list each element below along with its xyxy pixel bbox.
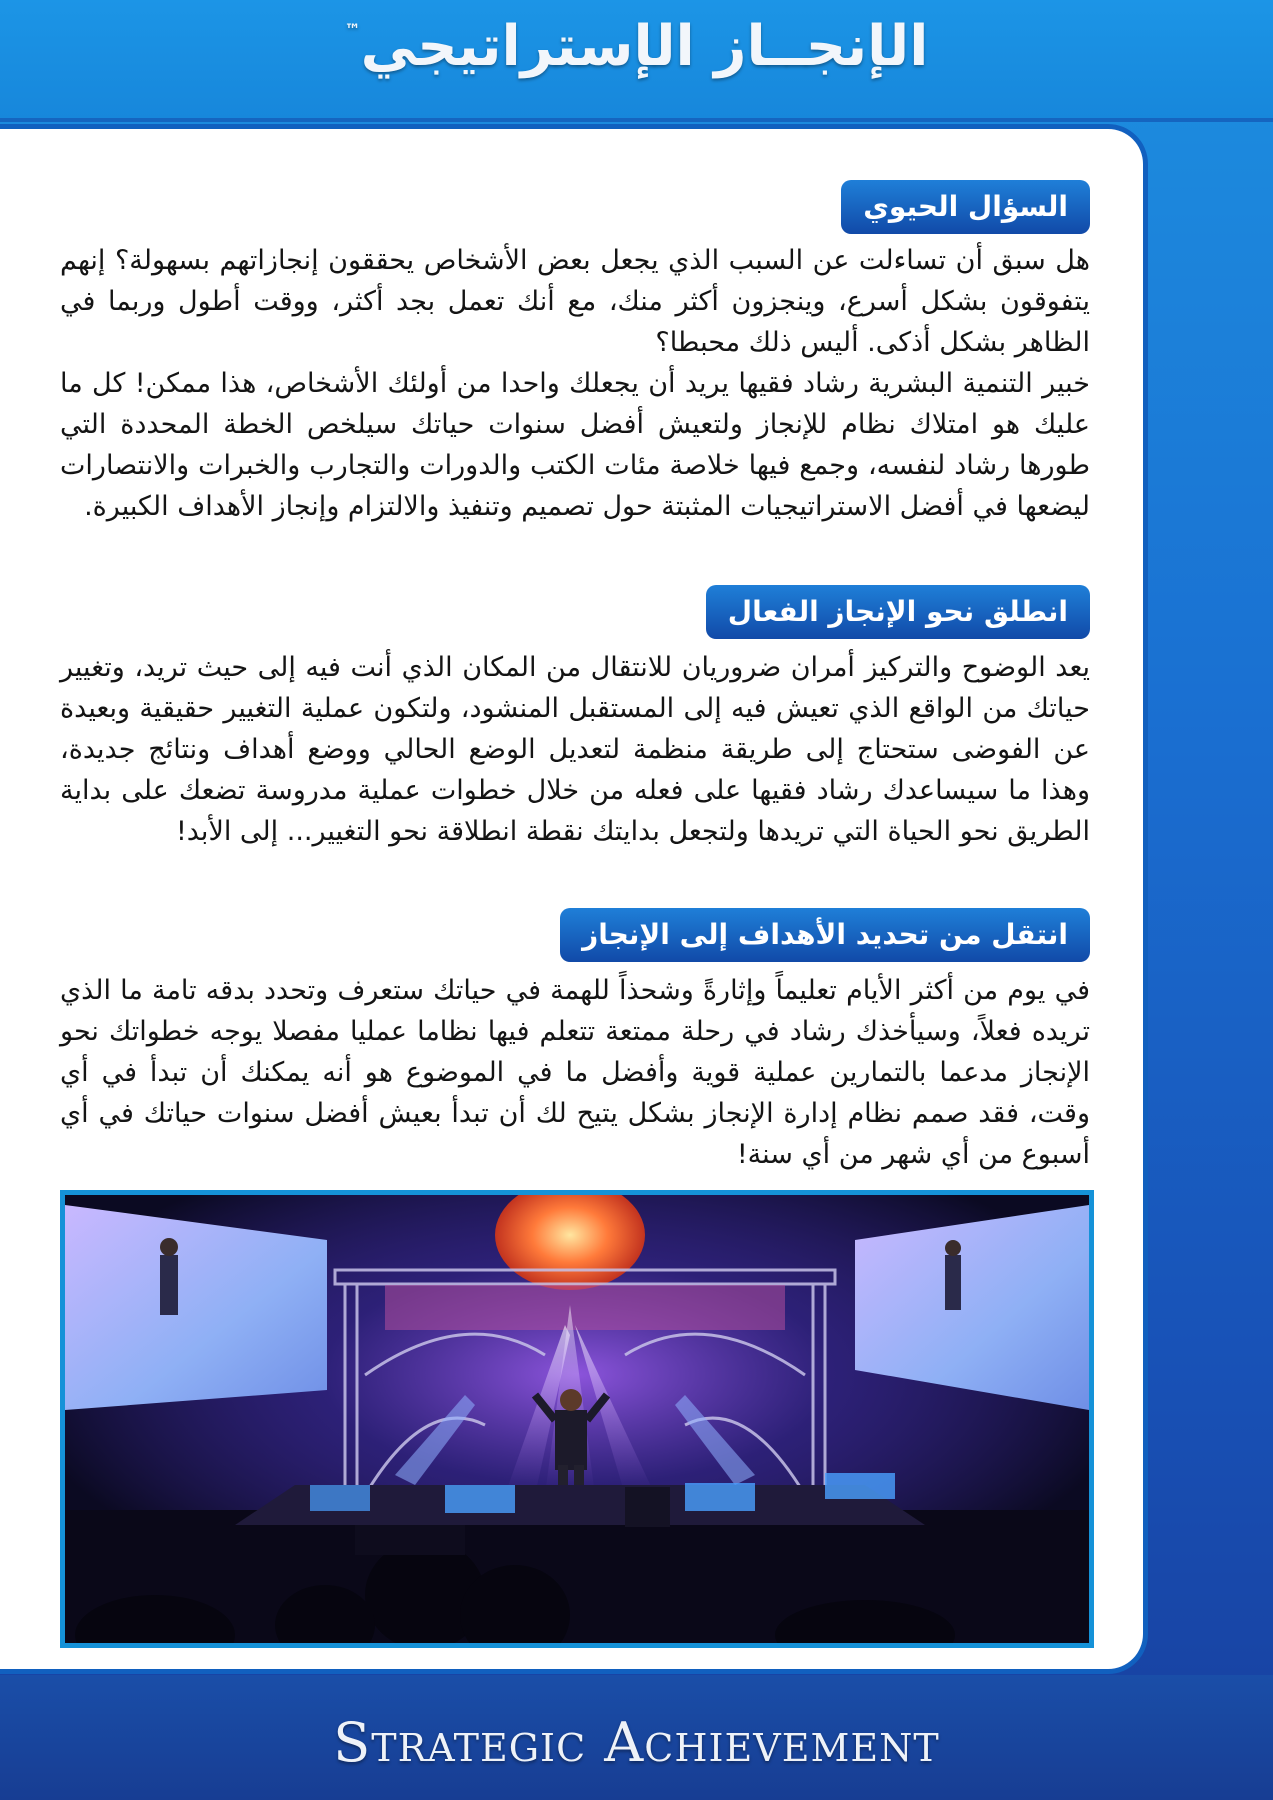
camera-rig (355, 1525, 465, 1555)
speaker-box (625, 1487, 670, 1527)
title-text: الإنجــاز الإستراتيجي (360, 14, 929, 79)
section-heading: انطلق نحو الإنجاز الفعال (706, 585, 1090, 639)
section-heading: السؤال الحيوي (841, 180, 1090, 234)
page-title (0, 14, 1273, 79)
paragraph: هل سبق أن تساءلت عن السبب الذي يجعل بعض الأشخاص يحققون إنجازاتهم بسهولة؟ إنهم يتفوقون بشكل أسرع، وينجزون أكثر منك، مع أنك تعمل بجد أكثر، ووقت أطول وربما في الظاهر بشكل أذكى. أليس ذلك محبطا؟ (60, 245, 1090, 358)
right-screen-figure (945, 1255, 961, 1310)
paragraph: خبير التنمية البشرية رشاد فقيها يريد أن يجعلك واحدا من أولئك الأشخاص، هذا ممكن! كل ما عليك هو امتلاك نظام للإنجاز ولتعيش أفضل سنوات حياتك سيلخص الخطة المحددة التي طورها رشاد لنفسه، وجمع فيها خلاصة مئات الكتب والدورات والتجارب والخبرات والانتصارات ليضعها في أفضل الاستراتيجيات المثبتة حول تصميم وتنفيذ والالتزام وإنجاز الأهداف الكبيرة. (60, 368, 1090, 522)
stage-illustration (65, 1195, 1089, 1643)
paragraph: في يوم من أكثر الأيام تعليماً وإثارةً وشحذاً للهمة في حياتك ستعرف وتحدد بدقه تامة ما الذي تريده فعلاً، وسيأخذك رشاد في رحلة ممتعة تتعلم فيها نظاما عمليا مفصلا يوجه خطواتك نحو الإنجاز مدعما بالتمارين عملية قوية وأفضل ما في الموضوع هو أنه يمكنك أن تبدأ في أي وقت، فقد صمم نظام إدارة الإنجاز بشكل يتيح لك أن تبدأ بعيش أفضل سنوات حياتك في أي أسبوع من أي شهر من أي سنة! (60, 975, 1090, 1170)
paragraph: يعد الوضوح والتركيز أمران ضروريان للانتقال من المكان الذي أنت فيه إلى حيث تريد، وتغيير حياتك من الواقع الذي تعيش فيه إلى المستقبل المنشود، ولتكون عملية التغيير حقيقية وبعيدة عن الفوضى ستحتاج إلى طريقة منظمة لتعديل الوضع الحالي ووضع أهداف ونتائج جديدة، وهذا ما سيساعدك رشاد فقيها على فعله من خلال خطوات عملية مدروسة تضعك على بداية الطريق نحو الحياة التي تريدها ولتجعل بدايتك نقطة انطلاقة نحو التغيير... إلى الأبد! (60, 652, 1090, 847)
section-body (60, 970, 1090, 1175)
section-body (60, 647, 1090, 852)
trademark-symbol: ™ (344, 20, 361, 39)
left-screen (65, 1205, 327, 1410)
stage-event-photo (60, 1190, 1094, 1648)
page-header (0, 0, 1273, 122)
section-body (60, 240, 1090, 527)
section-heading: انتقل من تحديد الأهداف إلى الإنجاز (560, 908, 1090, 962)
stage-curtain (385, 1285, 785, 1330)
page-footer (0, 1675, 1273, 1800)
left-screen-figure (160, 1255, 178, 1315)
footer-title: Strategic Achievement (333, 1711, 940, 1774)
